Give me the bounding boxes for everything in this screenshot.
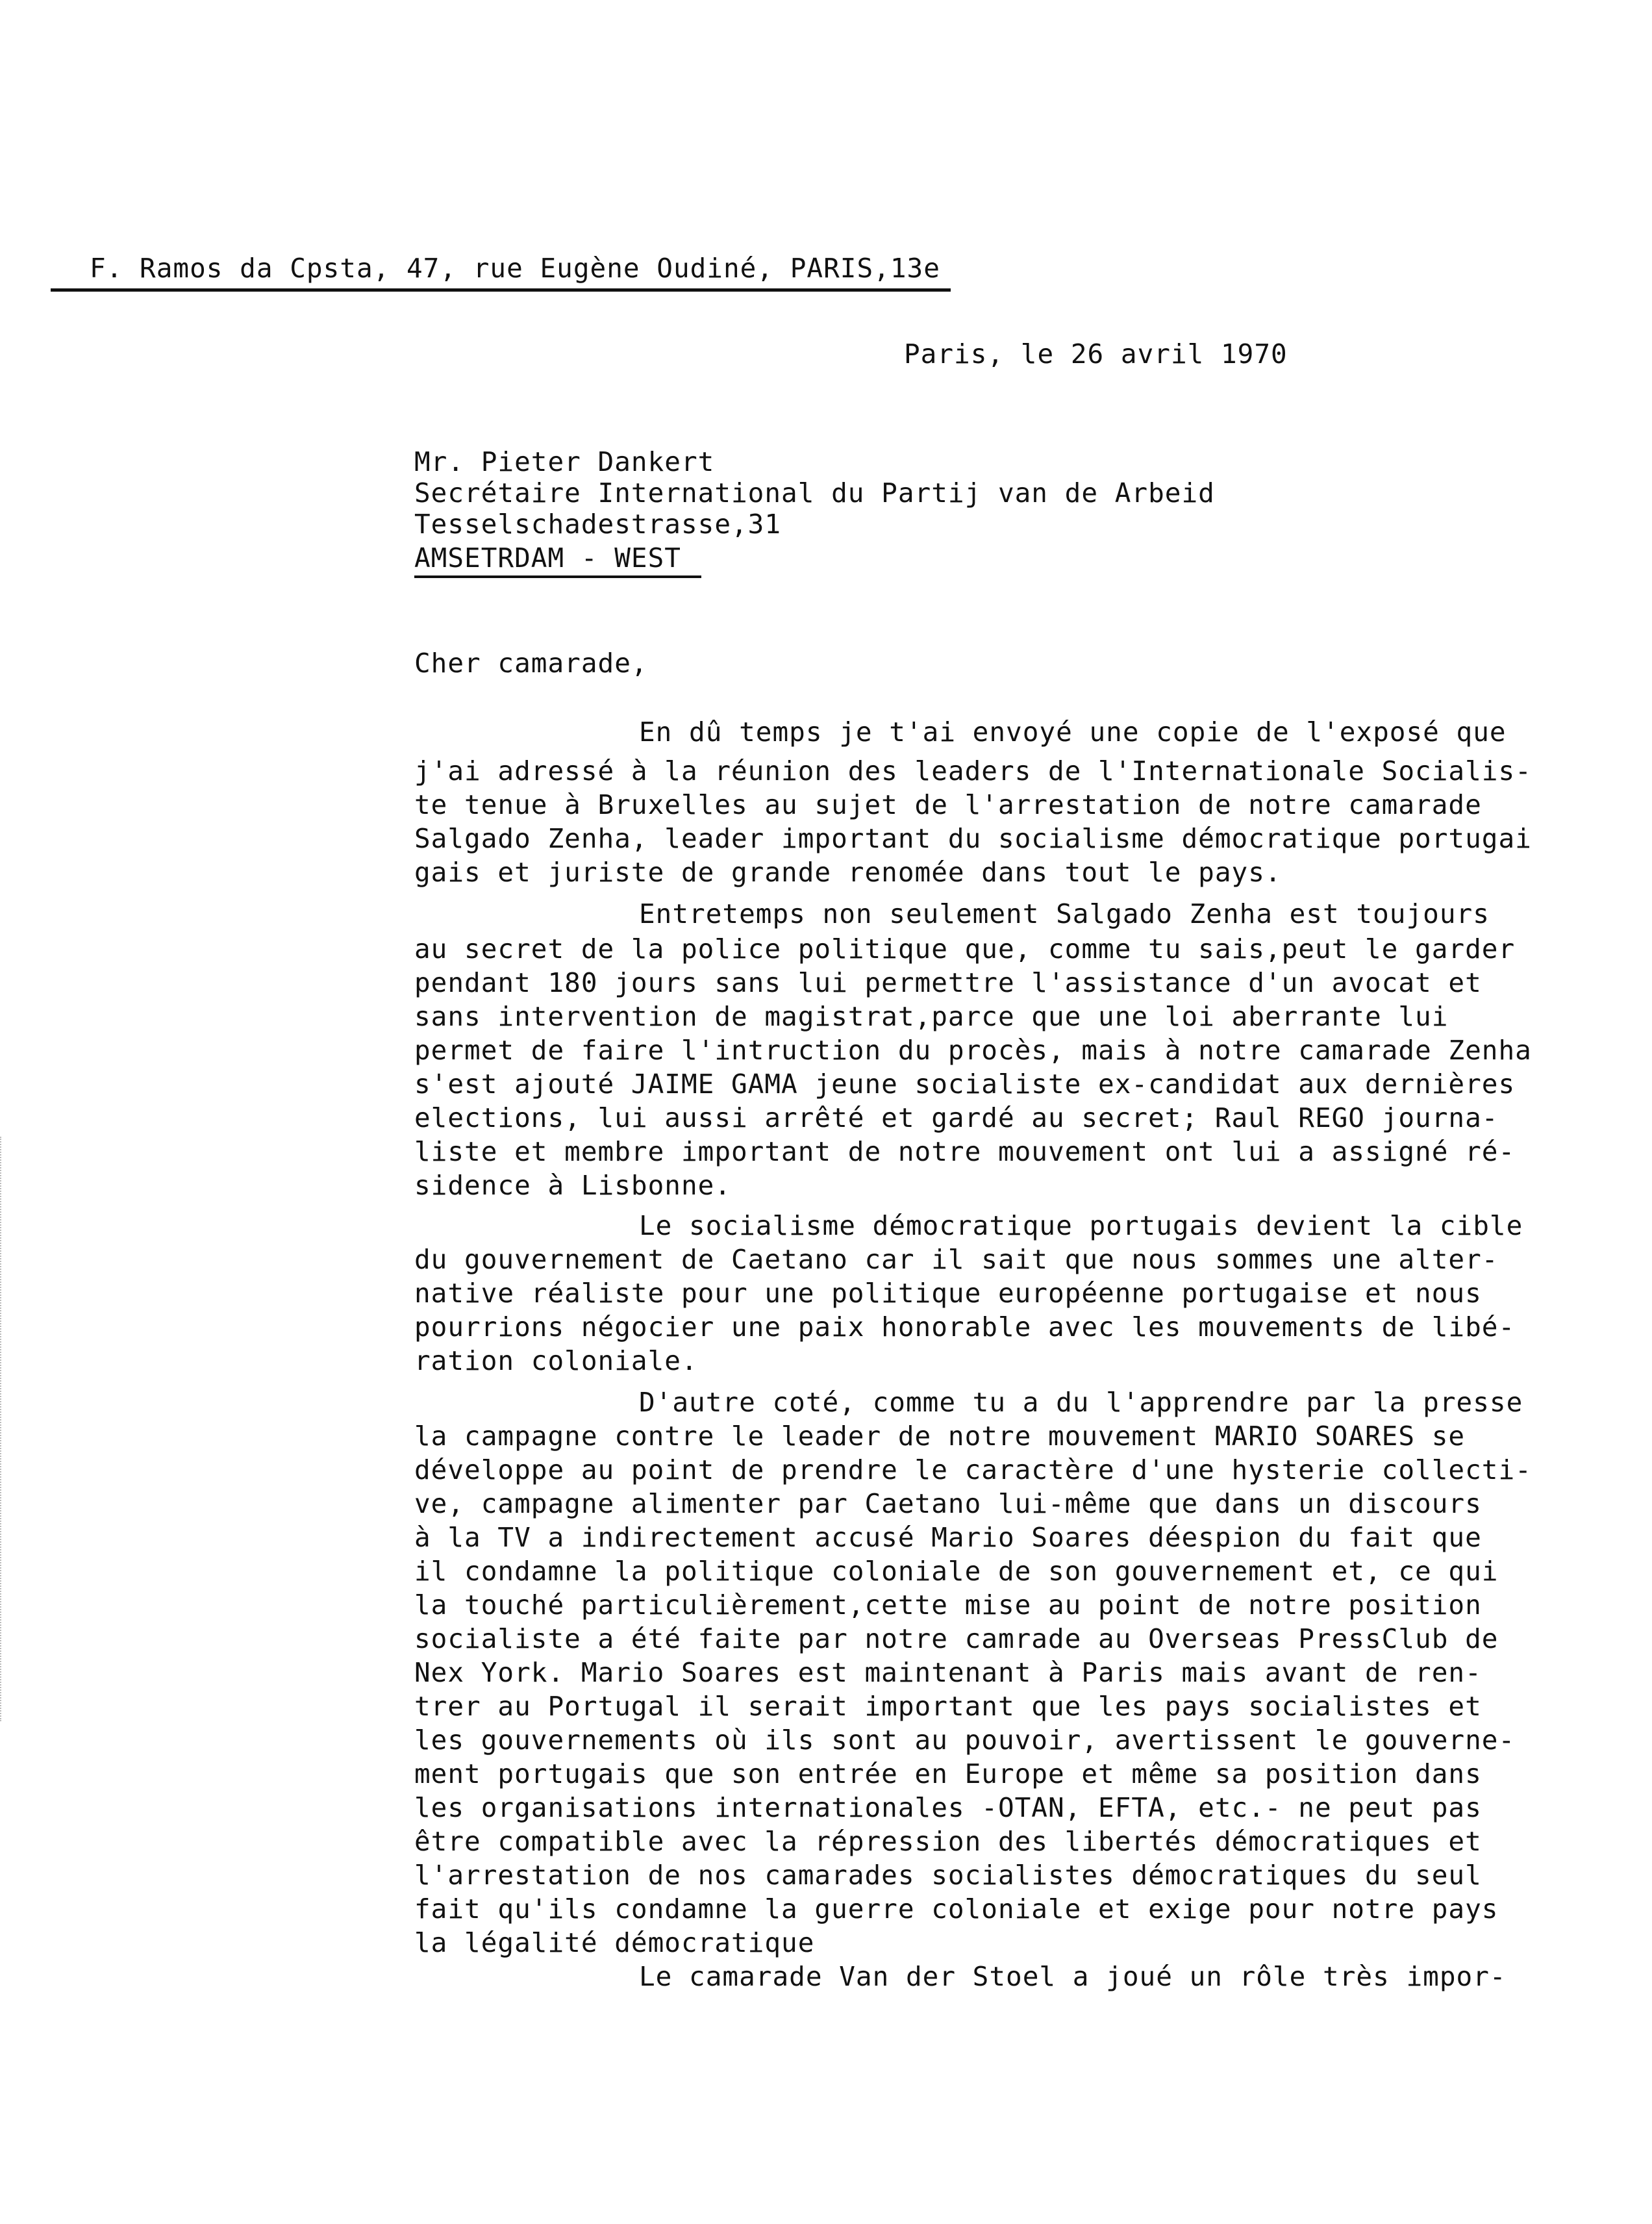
body-line: la touché particulièrement,cette mise au point de notre position: [414, 1589, 1482, 1621]
body-line: les organisations internationales -OTAN, EFTA, etc.- ne peut pas: [414, 1792, 1482, 1823]
body-line: socialiste a été faite par notre camrade au Overseas PressClub de: [414, 1623, 1499, 1654]
body-line: En dû temps je t'ai envoyé une copie de l'exposé que: [639, 716, 1507, 748]
body-line: liste et membre important de notre mouvement ont lui a assigné ré-: [414, 1136, 1516, 1167]
body-line: ment portugais que son entrée en Europe et même sa position dans: [414, 1758, 1482, 1789]
recipient-title: Secrétaire International du Partij van de Arbeid: [414, 477, 1215, 509]
body-line: les gouvernements où ils sont au pouvoir, avertissent le gouverne-: [414, 1725, 1516, 1756]
body-line: être compatible avec la répression des libertés démocratiques et: [414, 1826, 1482, 1857]
body-line: du gouvernement de Caetano car il sait que nous sommes une alter-: [414, 1244, 1499, 1275]
body-line: Salgado Zenha, leader important du socialisme démocratique portugai: [414, 823, 1532, 854]
body-line: ve, campagne alimenter par Caetano lui-même que dans un discours: [414, 1488, 1482, 1519]
body-line: elections, lui aussi arrêté et gardé au secret; Raul REGO journa-: [414, 1102, 1499, 1133]
sender-underline: [51, 288, 951, 292]
body-line: trer au Portugal il serait important que les pays socialistes et: [414, 1691, 1482, 1722]
body-line: la campagne contre le leader de notre mouvement MARIO SOARES se: [414, 1421, 1466, 1452]
body-line: s'est ajouté JAIME GAMA jeune socialiste ex-candidat aux dernières: [414, 1068, 1516, 1100]
body-line: sidence à Lisbonne.: [414, 1170, 731, 1201]
body-line: j'ai adressé à la réunion des leaders de l'Internationale Socialis-: [414, 755, 1532, 787]
body-line: fait qu'ils condamne la guerre coloniale et exige pour notre pays: [414, 1893, 1499, 1925]
body-line: permet de faire l'intruction du procès, mais à notre camarade Zenha: [414, 1035, 1532, 1066]
body-line: sans intervention de magistrat,parce que une loi aberrante lui: [414, 1001, 1449, 1032]
recipient-city: AMSETRDAM - WEST: [414, 542, 681, 574]
date-line: Paris, le 26 avril 1970: [904, 338, 1288, 370]
body-line: Le socialisme démocratique portugais devient la cible: [639, 1210, 1523, 1241]
body-line: Entretemps non seulement Salgado Zenha est toujours: [639, 898, 1490, 929]
scan-margin-marks: [0, 1137, 5, 1721]
body-line: l'arrestation de nos camarades socialistes démocratiques du seul: [414, 1860, 1482, 1891]
body-line: Le camarade Van der Stoel a joué un rôle très impor-: [639, 1961, 1507, 1992]
body-line: à la TV a indirectement accusé Mario Soares déespion du fait que: [414, 1522, 1482, 1553]
body-line: au secret de la police politique que, comme tu sais,peut le garder: [414, 933, 1516, 965]
body-line: Nex York. Mario Soares est maintenant à Paris mais avant de ren-: [414, 1657, 1482, 1688]
body-line: développe au point de prendre le caractère d'une hysterie collecti-: [414, 1454, 1532, 1485]
recipient-street: Tesselschadestrasse,31: [414, 509, 782, 540]
recipient-name: Mr. Pieter Dankert: [414, 446, 715, 477]
body-line: te tenue à Bruxelles au sujet de l'arrestation de notre camarade: [414, 789, 1482, 820]
body-line: pourrions négocier une paix honorable avec les mouvements de libé-: [414, 1311, 1516, 1343]
body-line: il condamne la politique coloniale de son gouvernement et, ce qui: [414, 1556, 1499, 1587]
salutation: Cher camarade,: [414, 648, 648, 679]
sender-line: F. Ramos da Cpsta, 47, rue Eugène Oudiné, PARIS,13e: [90, 253, 940, 284]
body-line: la légalité démocratique: [414, 1927, 815, 1958]
body-line: D'autre coté, comme tu a du l'apprendre par la presse: [639, 1387, 1523, 1418]
recipient-city-underline: [414, 575, 701, 578]
body-line: native réaliste pour une politique européenne portugaise et nous: [414, 1278, 1482, 1309]
body-line: ration coloniale.: [414, 1345, 698, 1376]
body-line: gais et juriste de grande renomée dans tout le pays.: [414, 857, 1282, 888]
body-line: pendant 180 jours sans lui permettre l'assistance d'un avocat et: [414, 967, 1482, 998]
